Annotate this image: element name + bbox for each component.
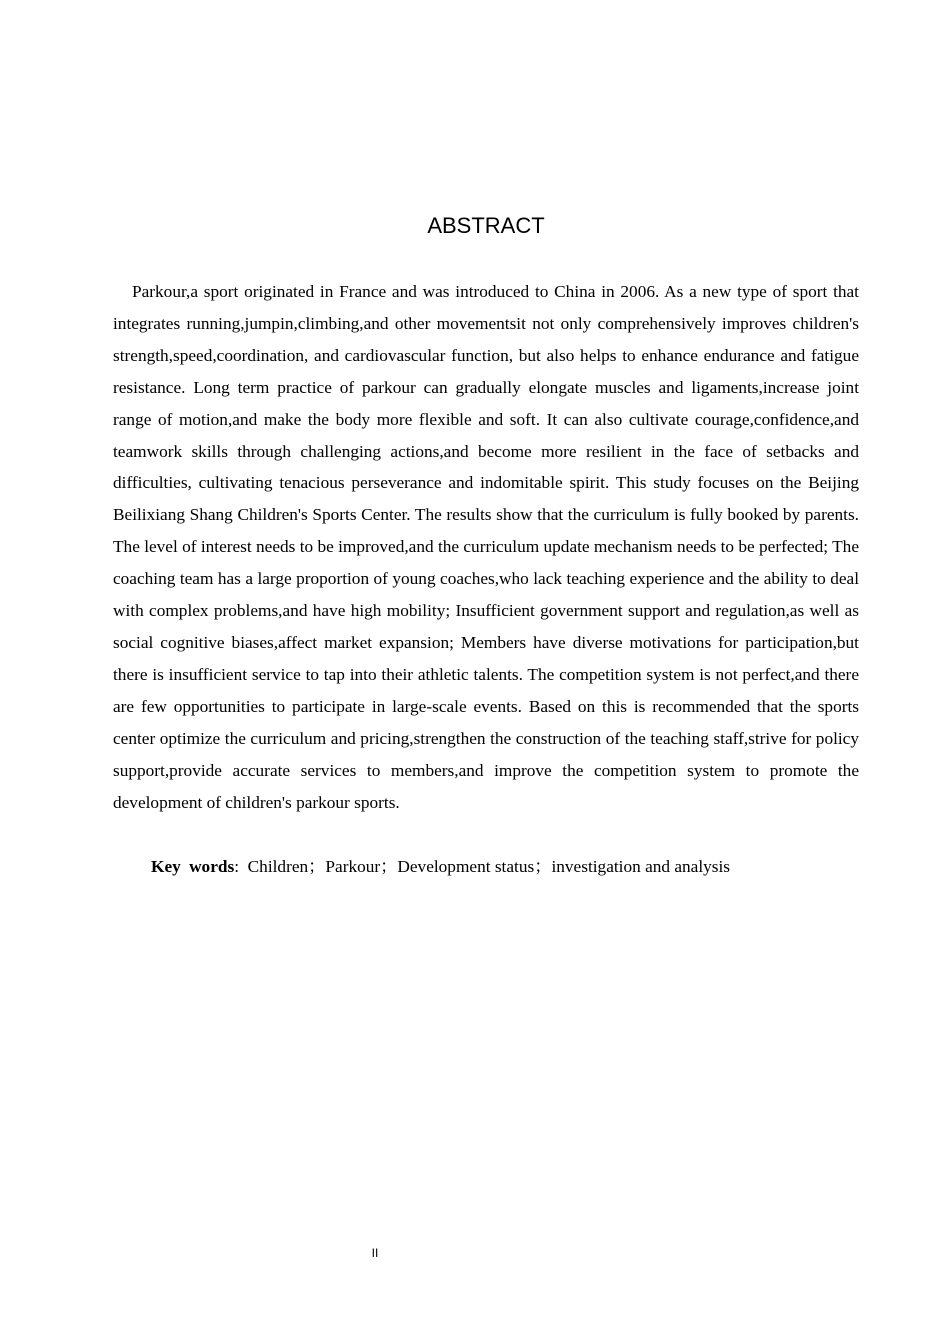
keywords-separator: : <box>234 857 240 876</box>
keywords-line <box>151 851 871 883</box>
keywords-label: Key words <box>151 857 235 876</box>
page-number: II <box>371 1246 379 1260</box>
abstract-title: ABSTRACT <box>427 213 545 238</box>
abstract-body: Parkour,a sport originated in France and was introduced to China in 2006. As a new type of sport that integrates running,jumpin,climbing,and other movementsit not only comprehensively improves children's strength,speed,coordination, and cardiovascular function, but also helps to enhance endurance and fatigue resistance. Long term practice of parkour can gradually elongate muscles and ligaments,increase joint range of motion,and make the body more flexible and soft. It can also cultivate courage,confidence,and teamwork skills through challenging actions,and become more resilient in the face of setbacks and difficulties, cultivating tenacious perseverance and indomitable spirit. This study focuses on the Beijing Beilixiang Shang Children's Sports Center. The results show that the curriculum is fully booked by parents. The level of interest needs to be improved,and the curriculum update mechanism needs to be perfected; The coaching team has a large proportion of young coaches,who lack teaching experience and the ability to deal with complex problems,and have high mobility; Insufficient government support and regulation,as well as social cognitive biases,affect market expansion; Members have diverse motivations for participation,but there is insufficient service to tap into their athletic talents. The competition system is not perfect,and there are few opportunities to participate in large-scale events. Based on this is recommended that the sports center optimize the curriculum and pricing,strengthen the construction of the teaching staff,strive for policy support,provide accurate services to members,and improve the competition system to promote the development of children's parkour sports. <box>113 282 859 812</box>
keywords-list: Children；Parkour；Development status；investigation and analysis <box>247 857 731 876</box>
